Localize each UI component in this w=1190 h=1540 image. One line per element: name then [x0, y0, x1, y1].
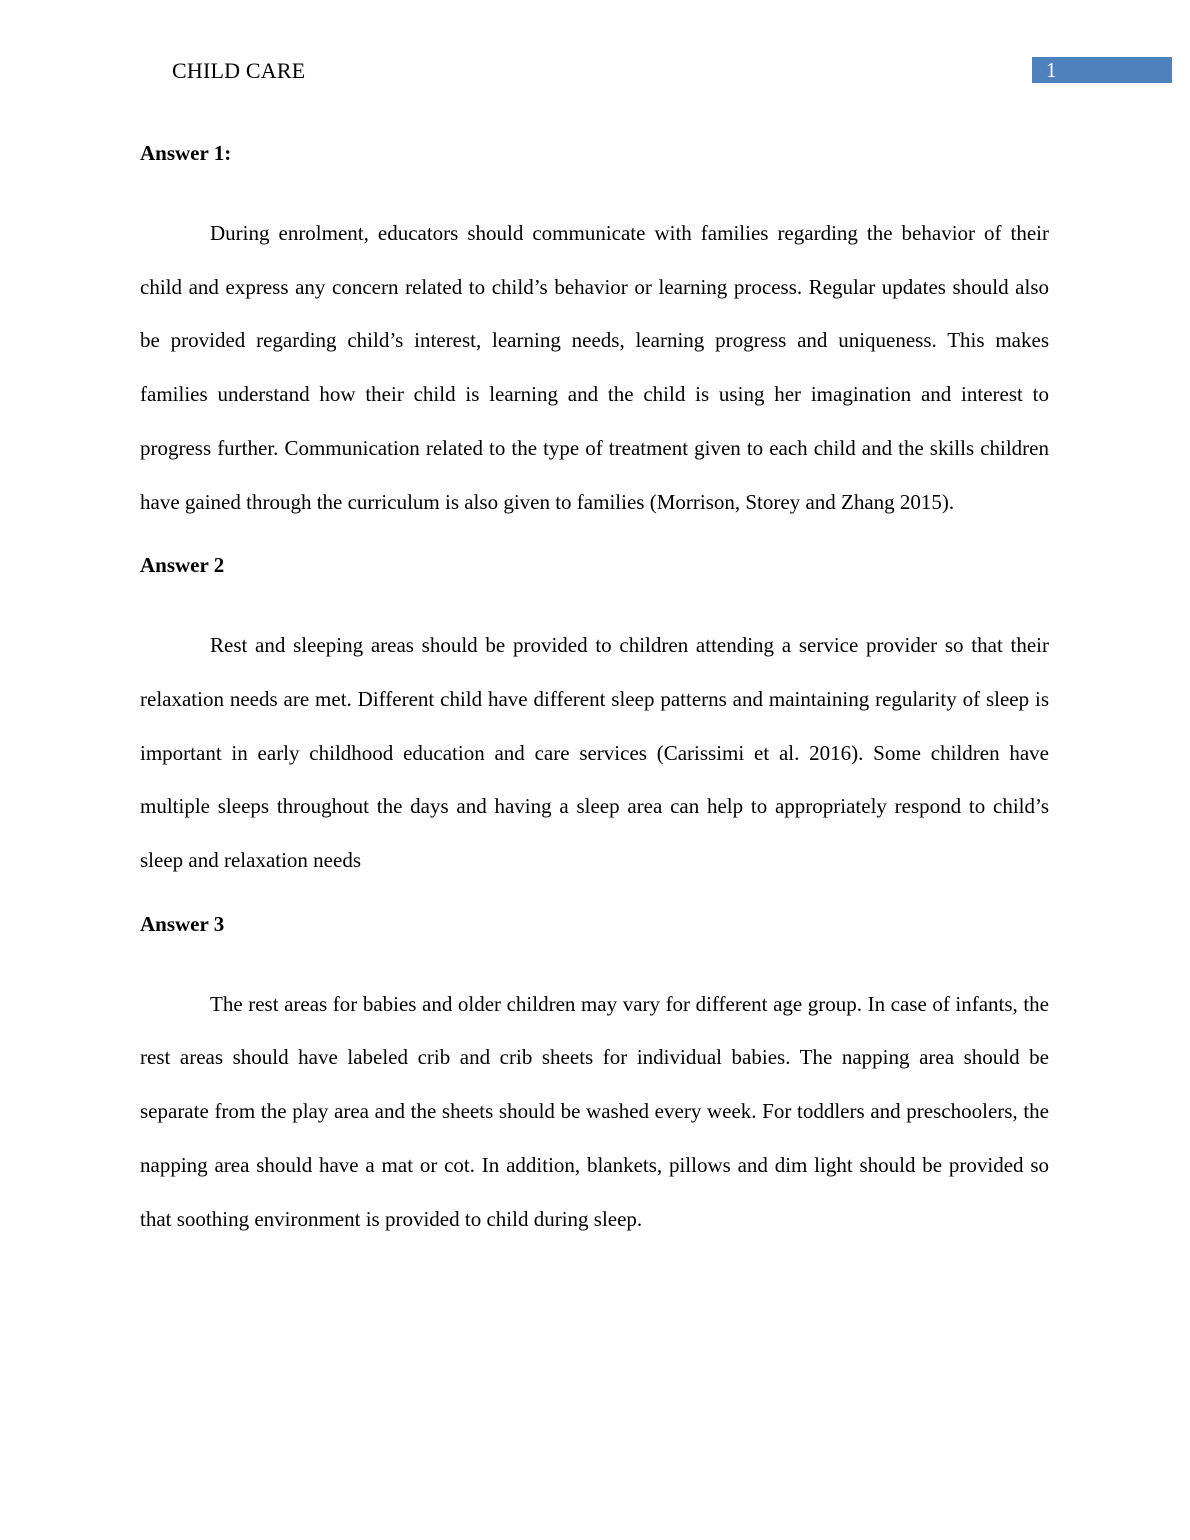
- answer-3-paragraph: The rest areas for babies and older children may vary for different age group. In case of infants, the rest areas should have labeled crib and crib sheets for individual babies. The napping area should be separate from the play area and the sheets should be washed every week. For toddlers and preschoolers, the napping area should have a mat or cot. In addition, blankets, pillows and dim light should be provided so that soothing environment is provided to child during sleep.: [140, 991, 1049, 1231]
- answer-2-heading: Answer 2: [140, 553, 225, 578]
- spacer: [140, 529, 1049, 548]
- spacer: [140, 941, 1049, 978]
- spacer: [140, 888, 1049, 907]
- answer-1-heading: Answer 1:: [140, 141, 232, 165]
- page-number-box: [1032, 57, 1172, 83]
- answer-2-paragraph: Rest and sleeping areas should be provided to children attending a service provider so that their relaxation needs are met. Different child have different sleep patterns and maintaining regularity of sleep is important in early childhood education and care services (Carissimi et al. 2016). Some children have multiple sleeps throughout the days and having a sleep area can help to appropriately respond to child’s sleep and relaxation needs: [140, 633, 1049, 873]
- page-number: 1: [1046, 58, 1057, 82]
- document-body: [140, 136, 1049, 1246]
- running-head: CHILD CARE: [172, 58, 306, 83]
- answer-3-heading: Answer 3: [140, 911, 225, 936]
- spacer: [140, 170, 1049, 207]
- spacer: [140, 582, 1049, 619]
- answer-1-paragraph: During enrolment, educators should communicate with families regarding the behavior of their child and express any concern related to child’s behavior or learning process. Regular updates should also be provided regarding child’s interest, learning needs, learning progress and uniqueness. This makes families understand how their child is learning and the child is using her imagination and interest to progress further. Communication related to the type of treatment given to each child and the skills children have gained through the curriculum is also given to families (Morrison, Storey and Zhang 2015).: [140, 221, 1049, 514]
